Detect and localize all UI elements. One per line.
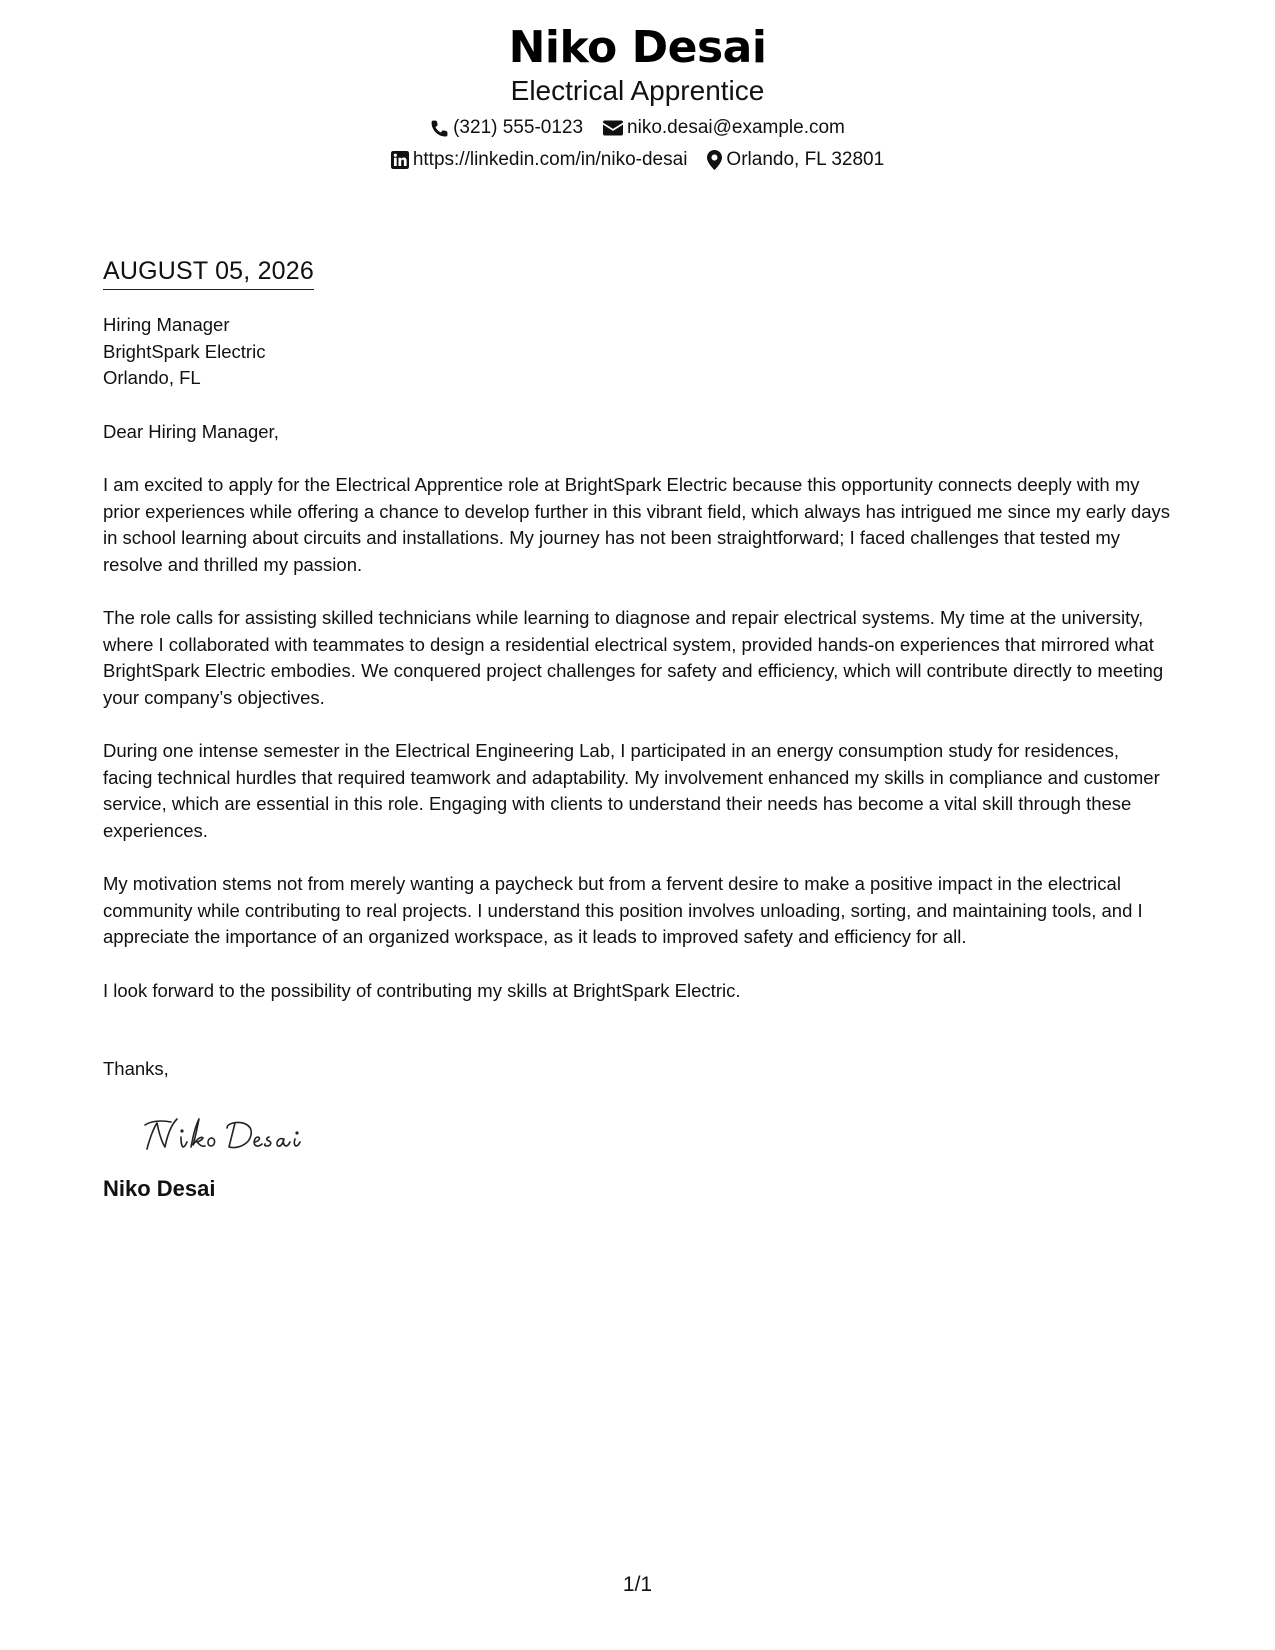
letter-header <box>0 22 1275 172</box>
linkedin-text: https://linkedin.com/in/niko-desai <box>412 149 688 170</box>
contact-email[interactable] <box>603 116 845 140</box>
body-paragraph: I look forward to the possibility of contributing my skills at BrightSpark Electric. <box>103 979 741 1001</box>
linkedin-icon <box>391 151 409 169</box>
contact-row-primary <box>0 116 1275 140</box>
applicant-role: Electrical Apprentice <box>510 75 765 106</box>
location-text: Orlando, FL 32801 <box>726 149 885 170</box>
contact-phone[interactable] <box>430 116 583 140</box>
recipient-line: Orlando, FL <box>103 367 201 388</box>
phone-text: (321) 555-0123 <box>453 117 584 138</box>
body-paragraph: During one intense semester in the Electrical Engineering Lab, I participated in an energy consumption study for residences, facing technical hurdles that required teamwork and adaptability. My involvement enhanced my skills in compliance and customer service, which are essential in this role. Engaging with clients to understand their needs has become a vital skill through these experiences. <box>103 740 1160 841</box>
recipient-line: Hiring Manager <box>103 314 230 335</box>
body-paragraph: My motivation stems not from merely wanting a paycheck but from a fervent desire to make a positive impact in the electrical community while contributing to real projects. I understand this position involves unloading, sorting, and maintaining tools, and I appreciate the importance of an organized workspace, as it leads to improved safety and efficiency for all. <box>103 873 1143 947</box>
contact-linkedin[interactable] <box>391 148 688 172</box>
body-paragraph: The role calls for assisting skilled technicians while learning to diagnose and repair electrical systems. My time at the university, where I collaborated with teammates to design a residential electrical system, provided hands-on experiences that mirrored what BrightSpark Electric embodies. We conquered project challenges for safety and efficiency, which will contribute directly to meeting your company’s objectives. <box>103 607 1164 708</box>
closing: Thanks, <box>103 1058 169 1079</box>
salutation: Dear Hiring Manager, <box>103 420 279 442</box>
letter-body <box>103 255 1173 1203</box>
letter-date: AUGUST 05, 2026 <box>103 255 314 290</box>
page-number: 1/1 <box>622 1573 653 1596</box>
contact-location <box>707 148 884 172</box>
contact-row-secondary <box>0 148 1275 172</box>
handwritten-signature <box>141 1111 1173 1161</box>
recipient-block <box>103 312 1173 392</box>
applicant-name: Niko Desai <box>508 22 767 73</box>
recipient-line: BrightSpark Electric <box>103 340 266 362</box>
signer-name: Niko Desai <box>103 1175 216 1201</box>
signature-drawing <box>141 1111 331 1161</box>
email-text: niko.desai@example.com <box>627 117 845 138</box>
body-paragraph: I am excited to apply for the Electrical Apprentice role at BrightSpark Electric because this opportunity connects deeply with my prior experiences while offering a chance to develop further in this vibrant field, which always has intrigued me since my early days in school learning about circuits and installations. My journey has not been straightforward; I faced challenges that tested my resolve and thrilled my passion. <box>103 474 1171 575</box>
envelope-icon <box>603 120 623 136</box>
phone-icon <box>430 119 449 138</box>
map-pin-icon <box>707 150 722 170</box>
